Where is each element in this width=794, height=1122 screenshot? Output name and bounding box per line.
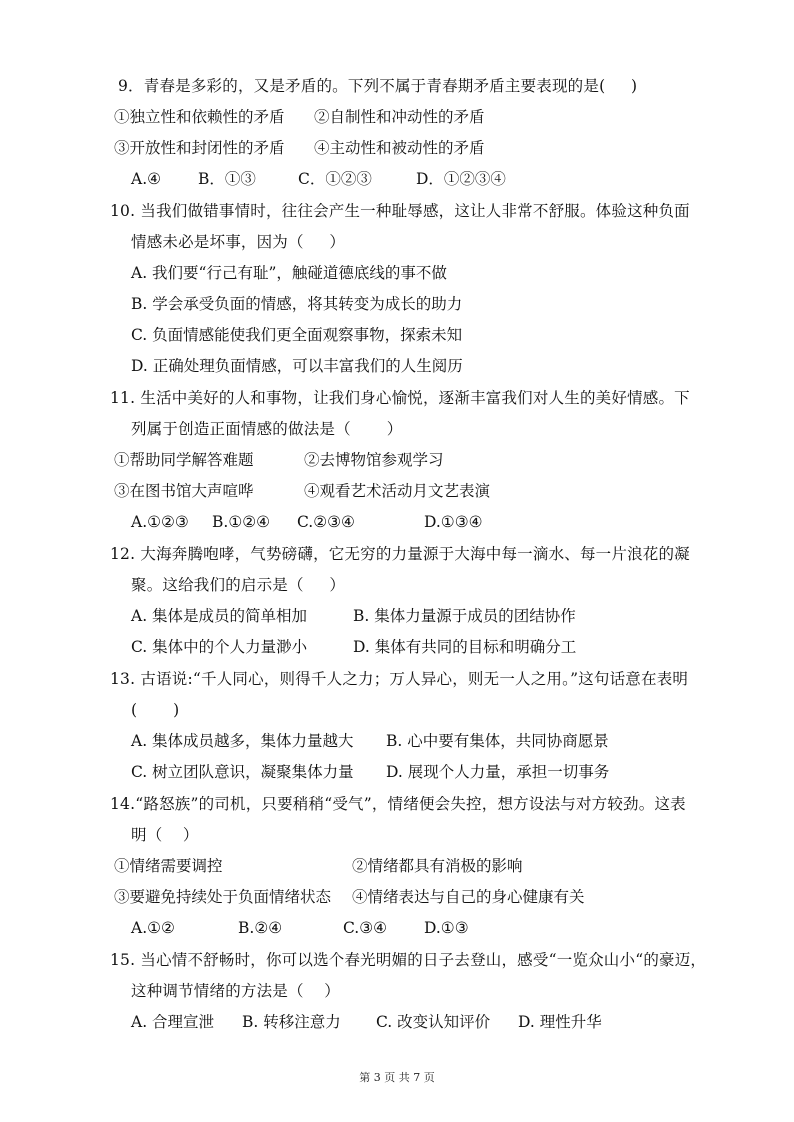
statement-item: ②自制性和冲动性的矛盾 — [314, 108, 485, 126]
answer-choice: C. 树立团队意识，凝聚集体力量 — [131, 763, 354, 781]
answer-choice: D. 理性升华 — [518, 1013, 602, 1031]
statement-item: ①帮助同学解答难题 — [114, 451, 254, 469]
answer-choice: B. 集体力量源于成员的团结协作 — [353, 607, 576, 625]
answer-choice: A. 我们要“行己有耻”，触碰道德底线的事不做 — [131, 264, 447, 282]
answer-choice: A.①② — [131, 919, 175, 937]
question-stem: 明（ ） — [131, 826, 199, 844]
answer-choice: C．①②③ — [298, 170, 372, 188]
answer-choice: C. 集体中的个人力量渺小 — [131, 638, 308, 656]
answer-choice: B．①③ — [198, 170, 256, 188]
statement-item: ③要避免持续处于负面情绪状态 — [114, 888, 332, 906]
statement-item: ①情绪需要调控 — [114, 857, 223, 875]
answer-choice: B. 转移注意力 — [242, 1013, 341, 1031]
question-stem: 这种调节情绪的方法是（ ） — [131, 982, 340, 1000]
statement-item: ③开放性和封闭性的矛盾 — [114, 139, 285, 157]
question-stem: 列属于创造正面情感的做法是（ ） — [131, 420, 403, 438]
answer-choice: C.③④ — [343, 919, 388, 937]
answer-choice: D. 正确处理负面情感，可以丰富我们的人生阅历 — [131, 357, 463, 375]
answer-choice: A. 集体成员越多，集体力量越大 — [131, 732, 354, 750]
statement-item: ②情绪都具有消极的影响 — [352, 857, 523, 875]
question-stem: 聚。这给我们的启示是（ ） — [131, 576, 346, 594]
question-stem: 14.“路怒族”的司机，只要稍稍“受气”，情绪便会失控，想方设法与对方较劲。这表 — [110, 795, 686, 813]
answer-choice: C. 改变认知评价 — [376, 1013, 491, 1031]
answer-choice: D.①③④ — [424, 513, 483, 531]
answer-choice: A. 合理宣泄 — [131, 1013, 215, 1031]
answer-choice: D．①②③④ — [416, 170, 506, 188]
answer-choice: C. 负面情感能使我们更全面观察事物，探索未知 — [131, 326, 463, 344]
answer-choice: B.②④ — [238, 919, 283, 937]
answer-choice: A.④ — [131, 170, 162, 188]
question-stem: 12. 大海奔腾咆哮，气势磅礴，它无穷的力量源于大海中每一滴水、每一片浪花的凝 — [110, 545, 690, 563]
answer-choice: C.②③④ — [297, 513, 355, 531]
statement-item: ④主动性和被动性的矛盾 — [314, 139, 485, 157]
statement-item: ②去博物馆参观学习 — [304, 451, 444, 469]
question-stem: ( ) — [131, 701, 180, 719]
statement-item: ③在图书馆大声喧哗 — [114, 482, 254, 500]
question-stem: 13. 古语说:“千人同心，则得千人之力；万人异心，则无一人之用。”这句话意在表明 — [110, 670, 689, 688]
question-stem: 情感未必是坏事，因为（ ） — [131, 233, 346, 251]
question-stem: 15. 当心情不舒畅时，你可以选个春光明媚的日子去登山，感受“一览众山小“的豪迈， — [110, 951, 707, 969]
page-footer: 第 3 页 共 7 页 — [359, 1071, 435, 1084]
answer-choice: D. 展现个人力量，承担一切事务 — [386, 763, 610, 781]
answer-choice: D. 集体有共同的目标和明确分工 — [353, 638, 577, 656]
statement-item: ④观看艺术活动月文艺表演 — [304, 482, 491, 500]
answer-choice: B.①②④ — [212, 513, 271, 531]
question-stem: 11. 生活中美好的人和事物，让我们身心愉悦，逐渐丰富我们对人生的美好情感。下 — [110, 389, 690, 407]
statement-item: ④情绪表达与自己的身心健康有关 — [352, 888, 585, 906]
statement-item: ①独立性和依赖性的矛盾 — [114, 108, 285, 126]
answer-choice: A.①②③ — [131, 513, 189, 531]
answer-choice: D.①③ — [424, 919, 469, 937]
question-stem: 9．青春是多彩的，又是矛盾的。下列不属于青春期矛盾主要表现的是( ) — [118, 77, 638, 95]
answer-choice: B. 学会承受负面的情感，将其转变为成长的助力 — [131, 295, 463, 313]
question-stem: 10. 当我们做错事情时，往往会产生一种耻辱感，这让人非常不舒服。体验这种负面 — [110, 202, 690, 220]
answer-choice: B. 心中要有集体，共同协商愿景 — [386, 732, 609, 750]
answer-choice: A. 集体是成员的简单相加 — [131, 607, 308, 625]
